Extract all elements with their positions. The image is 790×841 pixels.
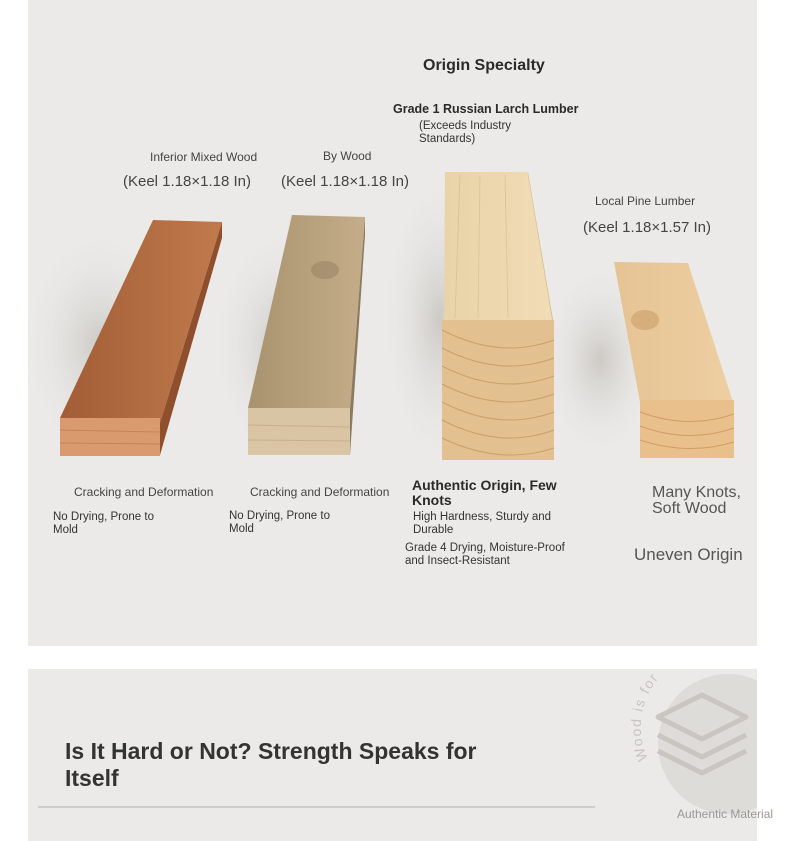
wood-3-feature-2: High Hardness, Sturdy and Durable [413,511,552,537]
strength-banner [28,646,757,841]
divider-line [38,806,595,808]
wood-1-keel: (Keel 1.18×1.18 In) [123,173,252,190]
wood-2-keel: (Keel 1.18×1.18 In) [281,173,410,190]
circle-text: Wood is for all... [603,646,662,764]
banner-headline: Is It Hard or Not? Strength Speaks for Itself [65,738,477,792]
wood-1-feature-1: Cracking and Deformation [74,485,214,499]
wood-2-feature-2: No Drying, Prone to Mold [229,510,330,536]
wood-1-name: Inferior Mixed Wood [150,150,258,164]
wood-3-feature-3: Grade 4 Drying, Moisture-Proof and Insect-Resistant [405,542,565,568]
wood-1-feature-2: No Drying, Prone to Mold [53,511,154,537]
wood-3-keel: (Exceeds Industry Standards) [419,120,512,146]
wood-4-feature-1: Many Knots, Soft Wood [652,484,741,518]
wood-4-name: Local Pine Lumber [595,194,696,208]
layers-icon [654,691,750,777]
wood-2-feature-1: Cracking and Deformation [250,485,390,499]
wood-3-feature-1: Authentic Origin, Few Knots [412,477,557,508]
wood-2-name: By Wood [323,149,372,163]
authentic-caption: Authentic Material [677,807,774,821]
origin-heading: Origin Specialty [423,57,545,74]
wood-4-feature-2: Uneven Origin [634,545,743,564]
wood-4-keel: (Keel 1.18×1.57 In) [583,219,712,236]
svg-text:Wood is for all... [603,646,662,764]
wood-3-name: Grade 1 Russian Larch Lumber [393,102,579,116]
